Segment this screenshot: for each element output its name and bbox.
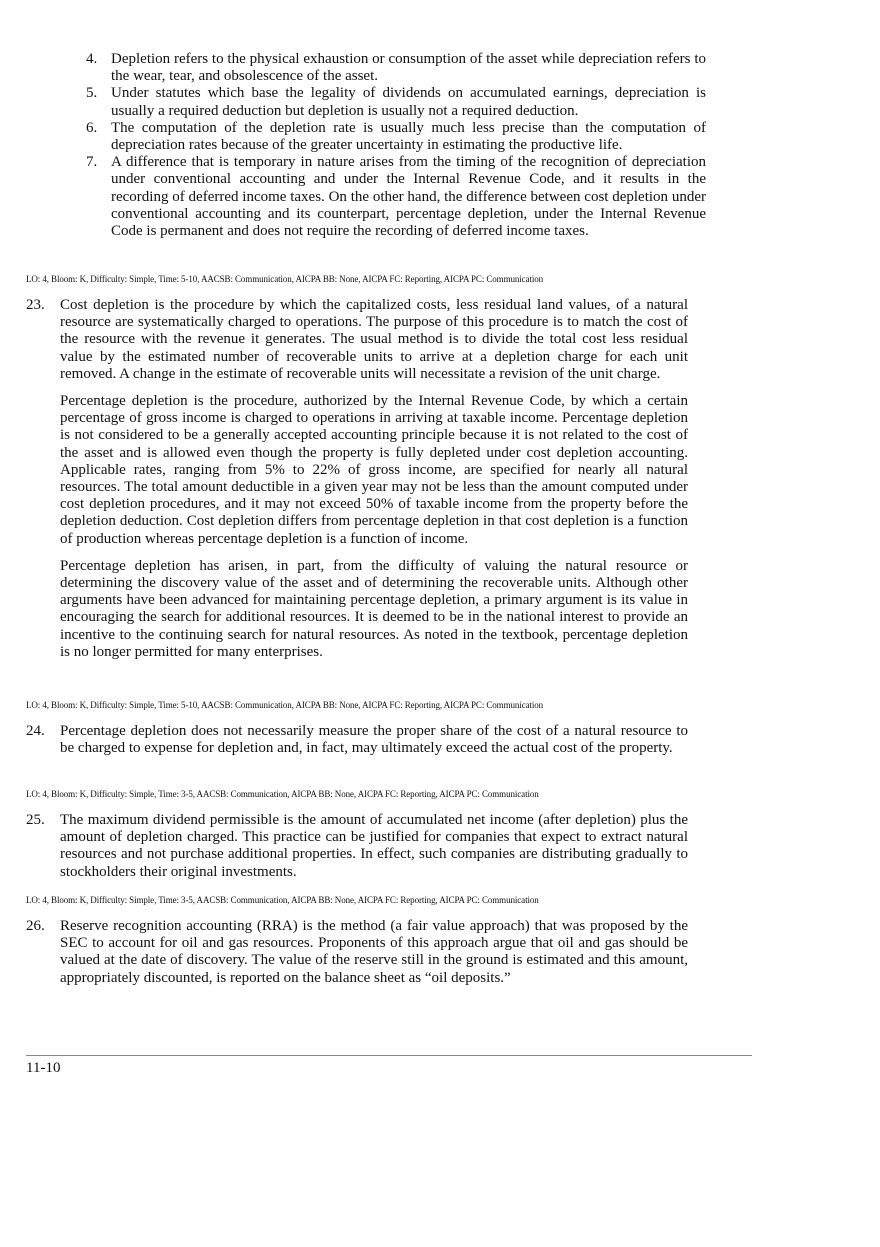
list-item <box>86 154 706 240</box>
question-answer <box>60 723 688 757</box>
question-24 <box>26 723 688 757</box>
question-number: 25. <box>26 812 45 828</box>
question-metadata: LO: 4, Bloom: K, Difficulty: Simple, Time: 3-5, AACSB: Communication, AICPA BB: None, AICPA FC: Reporting, AICPA PC: Communication <box>26 789 539 799</box>
question-23 <box>26 297 688 661</box>
question-metadata: LO: 4, Bloom: K, Difficulty: Simple, Time: 5-10, AACSB: Communication, AICPA BB: None, AICPA FC: Reporting, AICPA PC: Communication <box>26 274 544 284</box>
question-answer <box>60 297 688 661</box>
list-item-number: 4. <box>86 51 98 67</box>
list-item <box>86 51 706 85</box>
answer-paragraph: Cost depletion is the procedure by which the capitalized costs, less residual land values, of a natural resource are systematically charged to operations. The purpose of this procedure is to match the cost of the resource with the revenue it generates. The usual method is to divide the total cost less residual value by the estimated number of recoverable units to arrive at a depletion charge for each unit removed. A change in the estimate of recoverable units will necessitate a revision of the unit charge. <box>60 297 688 382</box>
question-26 <box>26 918 688 987</box>
question-answer <box>60 812 688 881</box>
answer-paragraph: Reserve recognition accounting (RRA) is the method (a fair value approach) that was proposed by the SEC to account for oil and gas resources. Proponents of this approach argue that oil and gas should be valued at the date of discovery. The value of the reserve still in the ground is estimated and this amount, appropriately discounted, is reported on the balance sheet as “oil deposits.” <box>60 918 688 986</box>
question-metadata: LO: 4, Bloom: K, Difficulty: Simple, Time: 3-5, AACSB: Communication, AICPA BB: None, AICPA FC: Reporting, AICPA PC: Communication <box>26 895 539 905</box>
answer-sublist <box>86 51 706 240</box>
list-item-text: Under statutes which base the legality of dividends on accumulated earnings, depreciation is usually a required deduction but depletion is usually not a required deduction. <box>111 85 706 119</box>
answer-paragraph: The maximum dividend permissible is the amount of accumulated net income (after depletion) plus the amount of depletion charged. This practice can be justified for companies that expect to extract natural resources and not purchase additional properties. In effect, such companies are distributing gradually to stockholders their original investments. <box>60 812 688 880</box>
list-item <box>86 120 706 154</box>
question-number: 23. <box>26 297 45 313</box>
list-item-number: 7. <box>86 154 98 171</box>
footer-divider <box>26 1055 752 1056</box>
list-item-number: 6. <box>86 119 98 136</box>
list-item-text: The computation of the depletion rate is usually much less precise than the computation of depreciation rates because of the greater uncertainty in estimating the productive life. <box>111 119 706 154</box>
list-item-number: 5. <box>86 85 98 102</box>
question-answer <box>60 918 688 987</box>
answer-paragraph: Percentage depletion does not necessarily measure the proper share of the cost of a natural resource to be charged to expense for depletion and, in fact, may ultimately exceed the actual cost of the property. <box>60 723 688 757</box>
answer-paragraph: Percentage depletion has arisen, in part, from the difficulty of valuing the natural resource or determining the discovery value of the asset and of determining the recoverable units. Although other arguments have been advanced for maintaining percentage depletion, a primary argument is its value in encouraging the search for additional resources. It is deemed to be in the national interest to provide an incentive to the continuing search for natural resources. As noted in the textbook, percentage depletion is no longer permitted for many enterprises. <box>60 557 688 660</box>
question-number: 26. <box>26 918 45 934</box>
list-item <box>86 85 706 119</box>
list-item-text: Depletion refers to the physical exhaustion or consumption of the asset while depreciation refers to the wear, tear, and obsolescence of the asset. <box>111 51 706 85</box>
question-metadata: LO: 4, Bloom: K, Difficulty: Simple, Time: 5-10, AACSB: Communication, AICPA BB: None, AICPA FC: Reporting, AICPA PC: Communication <box>26 700 544 710</box>
question-number: 24. <box>26 723 45 739</box>
page-number: 11-10 <box>26 1060 61 1076</box>
question-25 <box>26 812 688 881</box>
answer-paragraph: Percentage depletion is the procedure, authorized by the Internal Revenue Code, by which a certain percentage of gross income is charged to operations in arriving at taxable income. Percentage depletion is not considered to be a generally accepted accounting principle because it is not related to the cost of the asset and is allowed even though the property is fully depleted under cost depletion accounting. Applicable rates, ranging from 5% to 22% of gross income, are specified for nearly all natural resources. The total amount deductible in a given year may not be less than the amount computed under cost depletion procedures, and it may not exceed 50% of taxable income from the property before the depletion deduction. Cost depletion differs from percentage depletion in that cost depletion is a function of production whereas percentage depletion is a function of income. <box>60 393 688 547</box>
list-item-text: A difference that is temporary in nature arises from the timing of the recognition of depreciation under conventional accounting and under the Internal Revenue Code, and it results in the recording of deferred income taxes. On the other hand, the difference between cost depletion under conventional accounting and its counterpart, percentage depletion, under the Internal Revenue Code is permanent and does not require the recording of deferred income taxes. <box>111 154 706 240</box>
